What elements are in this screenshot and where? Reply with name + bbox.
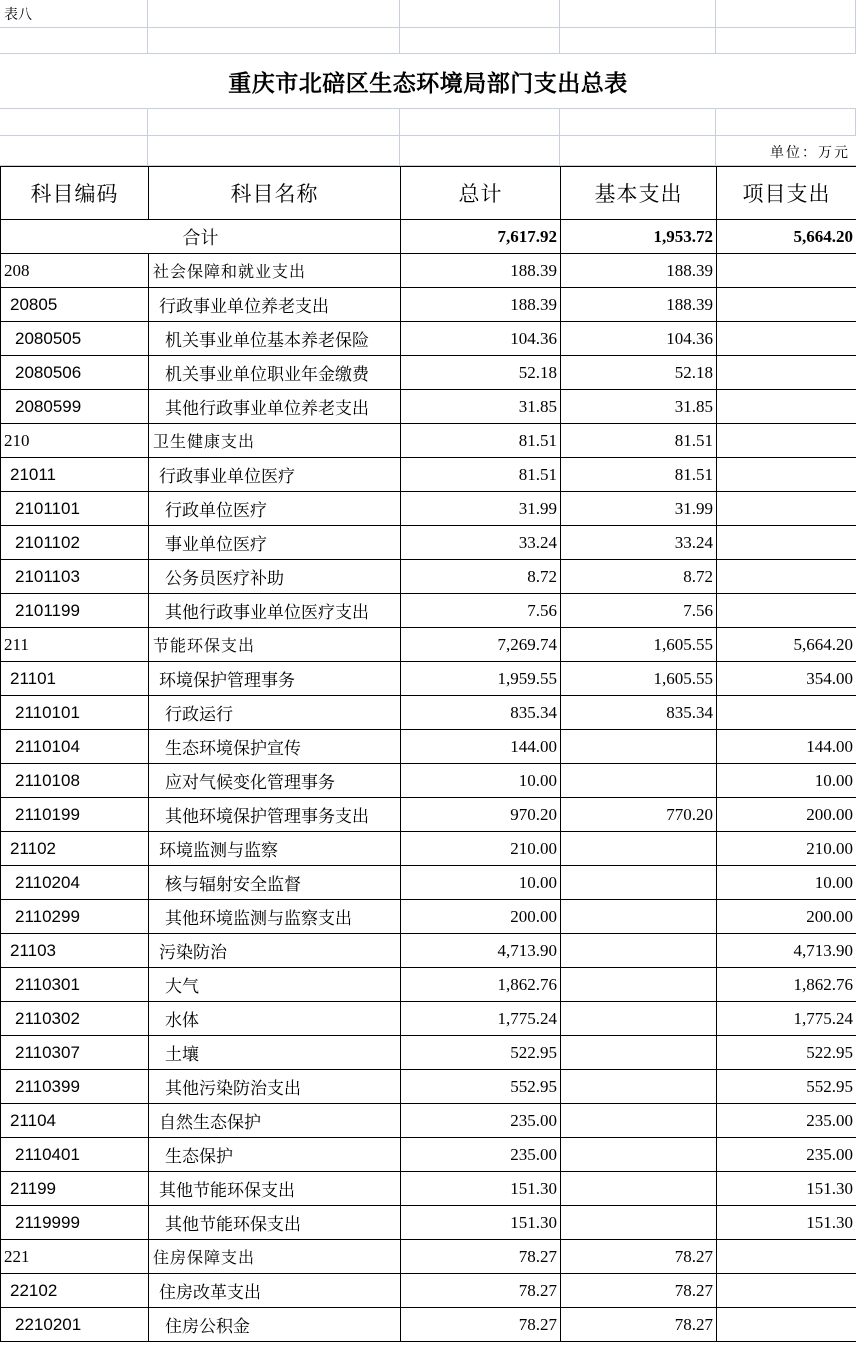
row-project[interactable] bbox=[717, 254, 856, 288]
row-basic[interactable]: 78.27 bbox=[561, 1308, 717, 1342]
row-total[interactable]: 835.34 bbox=[401, 696, 561, 730]
row-project[interactable] bbox=[717, 1240, 856, 1274]
row-name[interactable]: 卫生健康支出 bbox=[149, 424, 401, 458]
grid-row bbox=[0, 136, 856, 166]
row-total[interactable]: 151.30 bbox=[401, 1206, 561, 1240]
row-project[interactable]: 235.00 bbox=[717, 1104, 856, 1138]
row-code[interactable]: 2101199 bbox=[1, 594, 149, 628]
row-project[interactable] bbox=[717, 458, 856, 492]
row-basic[interactable] bbox=[561, 900, 717, 934]
row-code[interactable]: 2101101 bbox=[1, 492, 149, 526]
row-code[interactable]: 2110301 bbox=[1, 968, 149, 1002]
table-row bbox=[1, 322, 856, 356]
row-code[interactable]: 210 bbox=[1, 424, 149, 458]
grid-row bbox=[0, 108, 856, 136]
row-total[interactable]: 31.85 bbox=[401, 390, 561, 424]
row-name[interactable]: 住房公积金 bbox=[149, 1308, 401, 1342]
row-total[interactable]: 151.30 bbox=[401, 1172, 561, 1206]
grid-cell[interactable] bbox=[0, 28, 148, 54]
table-row bbox=[1, 424, 856, 458]
row-project[interactable]: 200.00 bbox=[717, 900, 856, 934]
row-code[interactable]: 2110302 bbox=[1, 1002, 149, 1036]
row-basic[interactable]: 1,605.55 bbox=[561, 662, 717, 696]
row-name[interactable]: 生态环境保护宣传 bbox=[149, 730, 401, 764]
row-total[interactable]: 33.24 bbox=[401, 526, 561, 560]
row-project[interactable] bbox=[717, 1274, 856, 1308]
table-row bbox=[1, 730, 856, 764]
row-total[interactable]: 200.00 bbox=[401, 900, 561, 934]
row-name[interactable]: 其他环境监测与监察支出 bbox=[149, 900, 401, 934]
total-total-value[interactable]: 7,617.92 bbox=[401, 220, 561, 254]
row-name[interactable]: 其他行政事业单位养老支出 bbox=[149, 390, 401, 424]
row-code[interactable]: 21199 bbox=[1, 1172, 149, 1206]
row-name[interactable]: 应对气候变化管理事务 bbox=[149, 764, 401, 798]
row-project[interactable]: 552.95 bbox=[717, 1070, 856, 1104]
row-total[interactable]: 104.36 bbox=[401, 322, 561, 356]
table-row bbox=[1, 696, 856, 730]
row-name[interactable]: 污染防治 bbox=[149, 934, 401, 968]
row-basic[interactable]: 104.36 bbox=[561, 322, 717, 356]
row-total[interactable]: 78.27 bbox=[401, 1240, 561, 1274]
row-basic[interactable] bbox=[561, 934, 717, 968]
column-header-total[interactable]: 总计 bbox=[401, 167, 561, 220]
row-name[interactable]: 其他污染防治支出 bbox=[149, 1070, 401, 1104]
row-total[interactable]: 10.00 bbox=[401, 764, 561, 798]
table-row bbox=[1, 866, 856, 900]
row-project[interactable] bbox=[717, 424, 856, 458]
table-row bbox=[1, 526, 856, 560]
row-name[interactable]: 其他节能环保支出 bbox=[149, 1172, 401, 1206]
row-project[interactable]: 1,862.76 bbox=[717, 968, 856, 1002]
total-project-value[interactable]: 5,664.20 bbox=[717, 220, 856, 254]
row-name[interactable]: 住房改革支出 bbox=[149, 1274, 401, 1308]
row-name[interactable]: 核与辐射安全监督 bbox=[149, 866, 401, 900]
table-row bbox=[1, 832, 856, 866]
table-row bbox=[1, 492, 856, 526]
table-row bbox=[1, 254, 856, 288]
row-name[interactable]: 行政运行 bbox=[149, 696, 401, 730]
table-row bbox=[1, 458, 856, 492]
row-code[interactable]: 2101103 bbox=[1, 560, 149, 594]
row-basic[interactable]: 33.24 bbox=[561, 526, 717, 560]
row-code[interactable]: 2110101 bbox=[1, 696, 149, 730]
row-code[interactable]: 2110108 bbox=[1, 764, 149, 798]
grid-cell[interactable] bbox=[400, 0, 560, 28]
row-project[interactable] bbox=[717, 1308, 856, 1342]
table-row bbox=[1, 968, 856, 1002]
row-project[interactable] bbox=[717, 288, 856, 322]
row-name[interactable]: 行政单位医疗 bbox=[149, 492, 401, 526]
row-project[interactable] bbox=[717, 560, 856, 594]
grid-cell[interactable] bbox=[560, 136, 716, 166]
row-basic[interactable] bbox=[561, 1104, 717, 1138]
row-basic[interactable] bbox=[561, 764, 717, 798]
row-total[interactable]: 4,713.90 bbox=[401, 934, 561, 968]
row-project[interactable] bbox=[717, 492, 856, 526]
table-row bbox=[1, 1274, 856, 1308]
row-project[interactable] bbox=[717, 390, 856, 424]
table-row bbox=[1, 288, 856, 322]
row-name[interactable]: 节能环保支出 bbox=[149, 628, 401, 662]
row-total[interactable]: 10.00 bbox=[401, 866, 561, 900]
table-row bbox=[1, 1138, 856, 1172]
grid-row bbox=[0, 0, 856, 28]
grid-row bbox=[0, 28, 856, 54]
row-project[interactable]: 200.00 bbox=[717, 798, 856, 832]
row-basic[interactable]: 78.27 bbox=[561, 1240, 717, 1274]
row-basic[interactable]: 188.39 bbox=[561, 288, 717, 322]
table-header-row bbox=[1, 167, 856, 220]
row-basic[interactable] bbox=[561, 1036, 717, 1070]
row-basic[interactable]: 52.18 bbox=[561, 356, 717, 390]
row-name[interactable]: 大气 bbox=[149, 968, 401, 1002]
row-basic[interactable]: 81.51 bbox=[561, 424, 717, 458]
row-basic[interactable]: 78.27 bbox=[561, 1274, 717, 1308]
expenditure-table bbox=[0, 166, 856, 1342]
page-title: 重庆市北碚区生态环境局部门支出总表 bbox=[228, 70, 628, 97]
table-row bbox=[1, 390, 856, 424]
grid-cell[interactable] bbox=[400, 108, 560, 136]
row-name[interactable]: 其他环境保护管理事务支出 bbox=[149, 798, 401, 832]
row-project[interactable]: 10.00 bbox=[717, 866, 856, 900]
row-basic[interactable] bbox=[561, 832, 717, 866]
row-project[interactable]: 10.00 bbox=[717, 764, 856, 798]
row-project[interactable]: 151.30 bbox=[717, 1172, 856, 1206]
table-row bbox=[1, 798, 856, 832]
row-name[interactable]: 环境保护管理事务 bbox=[149, 662, 401, 696]
grid-cell[interactable] bbox=[148, 108, 400, 136]
table-row bbox=[1, 900, 856, 934]
total-label[interactable]: 合计 bbox=[1, 220, 401, 254]
table-row bbox=[1, 1206, 856, 1240]
table-row bbox=[1, 1104, 856, 1138]
row-name[interactable]: 机关事业单位基本养老保险 bbox=[149, 322, 401, 356]
grid-cell[interactable] bbox=[560, 108, 716, 136]
row-project[interactable]: 210.00 bbox=[717, 832, 856, 866]
row-project[interactable]: 1,775.24 bbox=[717, 1002, 856, 1036]
total-row bbox=[1, 220, 856, 254]
row-total[interactable]: 1,959.55 bbox=[401, 662, 561, 696]
row-project[interactable] bbox=[717, 696, 856, 730]
table-row bbox=[1, 1240, 856, 1274]
row-basic[interactable]: 81.51 bbox=[561, 458, 717, 492]
row-name[interactable]: 生态保护 bbox=[149, 1138, 401, 1172]
column-header-name[interactable]: 科目名称 bbox=[149, 167, 401, 220]
unit-label: 单位：万元 bbox=[770, 145, 850, 161]
grid-cell[interactable] bbox=[560, 28, 716, 54]
grid-cell[interactable] bbox=[0, 108, 148, 136]
row-total[interactable]: 52.18 bbox=[401, 356, 561, 390]
row-code[interactable]: 21101 bbox=[1, 662, 149, 696]
row-code[interactable]: 2101102 bbox=[1, 526, 149, 560]
row-code[interactable]: 21102 bbox=[1, 832, 149, 866]
row-basic[interactable] bbox=[561, 1172, 717, 1206]
row-basic[interactable]: 1,605.55 bbox=[561, 628, 717, 662]
table-row bbox=[1, 662, 856, 696]
row-name[interactable]: 事业单位医疗 bbox=[149, 526, 401, 560]
row-code[interactable]: 21104 bbox=[1, 1104, 149, 1138]
grid-cell[interactable] bbox=[716, 108, 856, 136]
row-total[interactable]: 7,269.74 bbox=[401, 628, 561, 662]
table-row bbox=[1, 934, 856, 968]
table-row bbox=[1, 1070, 856, 1104]
grid-cell[interactable] bbox=[560, 0, 716, 28]
row-basic[interactable] bbox=[561, 968, 717, 1002]
row-project[interactable]: 151.30 bbox=[717, 1206, 856, 1240]
row-code[interactable]: 2119999 bbox=[1, 1206, 149, 1240]
row-name[interactable]: 自然生态保护 bbox=[149, 1104, 401, 1138]
row-code[interactable]: 2110399 bbox=[1, 1070, 149, 1104]
row-code[interactable]: 2080506 bbox=[1, 356, 149, 390]
row-project[interactable] bbox=[717, 594, 856, 628]
row-total[interactable]: 970.20 bbox=[401, 798, 561, 832]
row-total[interactable]: 188.39 bbox=[401, 254, 561, 288]
row-basic[interactable] bbox=[561, 730, 717, 764]
row-code[interactable]: 2080599 bbox=[1, 390, 149, 424]
row-name[interactable]: 其他节能环保支出 bbox=[149, 1206, 401, 1240]
row-code[interactable]: 2210201 bbox=[1, 1308, 149, 1342]
row-total[interactable]: 78.27 bbox=[401, 1274, 561, 1308]
row-project[interactable] bbox=[717, 322, 856, 356]
row-name[interactable]: 其他行政事业单位医疗支出 bbox=[149, 594, 401, 628]
column-header-basic[interactable]: 基本支出 bbox=[561, 167, 717, 220]
row-code[interactable]: 21011 bbox=[1, 458, 149, 492]
row-code[interactable]: 22102 bbox=[1, 1274, 149, 1308]
row-project[interactable]: 235.00 bbox=[717, 1138, 856, 1172]
row-code[interactable]: 20805 bbox=[1, 288, 149, 322]
sheet-label: 表八 bbox=[4, 7, 32, 23]
table-row bbox=[1, 764, 856, 798]
grid-cell[interactable] bbox=[716, 28, 856, 54]
row-total[interactable]: 81.51 bbox=[401, 424, 561, 458]
grid-cell[interactable] bbox=[400, 136, 560, 166]
row-name[interactable]: 公务员医疗补助 bbox=[149, 560, 401, 594]
row-code[interactable]: 208 bbox=[1, 254, 149, 288]
row-total[interactable]: 144.00 bbox=[401, 730, 561, 764]
row-code[interactable]: 2110199 bbox=[1, 798, 149, 832]
row-code[interactable]: 221 bbox=[1, 1240, 149, 1274]
row-total[interactable]: 1,775.24 bbox=[401, 1002, 561, 1036]
row-basic[interactable]: 7.56 bbox=[561, 594, 717, 628]
total-basic-value[interactable]: 1,953.72 bbox=[561, 220, 717, 254]
row-total[interactable]: 31.99 bbox=[401, 492, 561, 526]
row-total[interactable]: 210.00 bbox=[401, 832, 561, 866]
column-header-project[interactable]: 项目支出 bbox=[717, 167, 856, 220]
row-project[interactable] bbox=[717, 526, 856, 560]
row-basic[interactable]: 188.39 bbox=[561, 254, 717, 288]
row-name[interactable]: 水体 bbox=[149, 1002, 401, 1036]
row-code[interactable]: 2110299 bbox=[1, 900, 149, 934]
row-basic[interactable]: 31.85 bbox=[561, 390, 717, 424]
row-total[interactable]: 188.39 bbox=[401, 288, 561, 322]
row-name[interactable]: 环境监测与监察 bbox=[149, 832, 401, 866]
row-name[interactable]: 住房保障支出 bbox=[149, 1240, 401, 1274]
row-total[interactable]: 522.95 bbox=[401, 1036, 561, 1070]
row-name[interactable]: 社会保障和就业支出 bbox=[149, 254, 401, 288]
row-project[interactable]: 4,713.90 bbox=[717, 934, 856, 968]
grid-cell[interactable] bbox=[148, 136, 400, 166]
table-row bbox=[1, 1172, 856, 1206]
table-row bbox=[1, 1002, 856, 1036]
row-basic[interactable]: 31.99 bbox=[561, 492, 717, 526]
table-row bbox=[1, 628, 856, 662]
row-total[interactable]: 7.56 bbox=[401, 594, 561, 628]
title-cell[interactable] bbox=[0, 54, 856, 109]
table-row bbox=[1, 594, 856, 628]
row-project[interactable]: 144.00 bbox=[717, 730, 856, 764]
row-total[interactable]: 8.72 bbox=[401, 560, 561, 594]
grid-cell[interactable] bbox=[148, 28, 400, 54]
table-body bbox=[1, 220, 856, 1342]
row-basic[interactable]: 770.20 bbox=[561, 798, 717, 832]
row-total[interactable]: 1,862.76 bbox=[401, 968, 561, 1002]
table-row bbox=[1, 1308, 856, 1342]
row-basic[interactable] bbox=[561, 1070, 717, 1104]
row-name[interactable]: 行政事业单位养老支出 bbox=[149, 288, 401, 322]
row-code[interactable]: 2110204 bbox=[1, 866, 149, 900]
row-total[interactable]: 235.00 bbox=[401, 1138, 561, 1172]
row-code[interactable]: 2110307 bbox=[1, 1036, 149, 1070]
column-header-code[interactable]: 科目编码 bbox=[1, 167, 149, 220]
row-basic[interactable] bbox=[561, 1206, 717, 1240]
row-code[interactable]: 2080505 bbox=[1, 322, 149, 356]
table-row bbox=[1, 1036, 856, 1070]
grid-cell[interactable] bbox=[716, 0, 856, 28]
row-total[interactable]: 81.51 bbox=[401, 458, 561, 492]
row-basic[interactable] bbox=[561, 1002, 717, 1036]
row-basic[interactable]: 8.72 bbox=[561, 560, 717, 594]
row-code[interactable]: 2110104 bbox=[1, 730, 149, 764]
row-total[interactable]: 235.00 bbox=[401, 1104, 561, 1138]
grid-cell[interactable] bbox=[0, 136, 148, 166]
row-project[interactable]: 5,664.20 bbox=[717, 628, 856, 662]
table-row bbox=[1, 356, 856, 390]
grid-cell[interactable] bbox=[148, 0, 400, 28]
table-row bbox=[1, 560, 856, 594]
row-name[interactable]: 行政事业单位医疗 bbox=[149, 458, 401, 492]
row-code[interactable]: 21103 bbox=[1, 934, 149, 968]
row-name[interactable]: 土壤 bbox=[149, 1036, 401, 1070]
row-project[interactable]: 354.00 bbox=[717, 662, 856, 696]
row-basic[interactable] bbox=[561, 866, 717, 900]
row-total[interactable]: 78.27 bbox=[401, 1308, 561, 1342]
row-project[interactable] bbox=[717, 356, 856, 390]
row-total[interactable]: 552.95 bbox=[401, 1070, 561, 1104]
row-name[interactable]: 机关事业单位职业年金缴费 bbox=[149, 356, 401, 390]
row-code[interactable]: 2110401 bbox=[1, 1138, 149, 1172]
row-code[interactable]: 211 bbox=[1, 628, 149, 662]
grid-cell[interactable] bbox=[400, 28, 560, 54]
row-project[interactable]: 522.95 bbox=[717, 1036, 856, 1070]
row-basic[interactable] bbox=[561, 1138, 717, 1172]
row-basic[interactable]: 835.34 bbox=[561, 696, 717, 730]
